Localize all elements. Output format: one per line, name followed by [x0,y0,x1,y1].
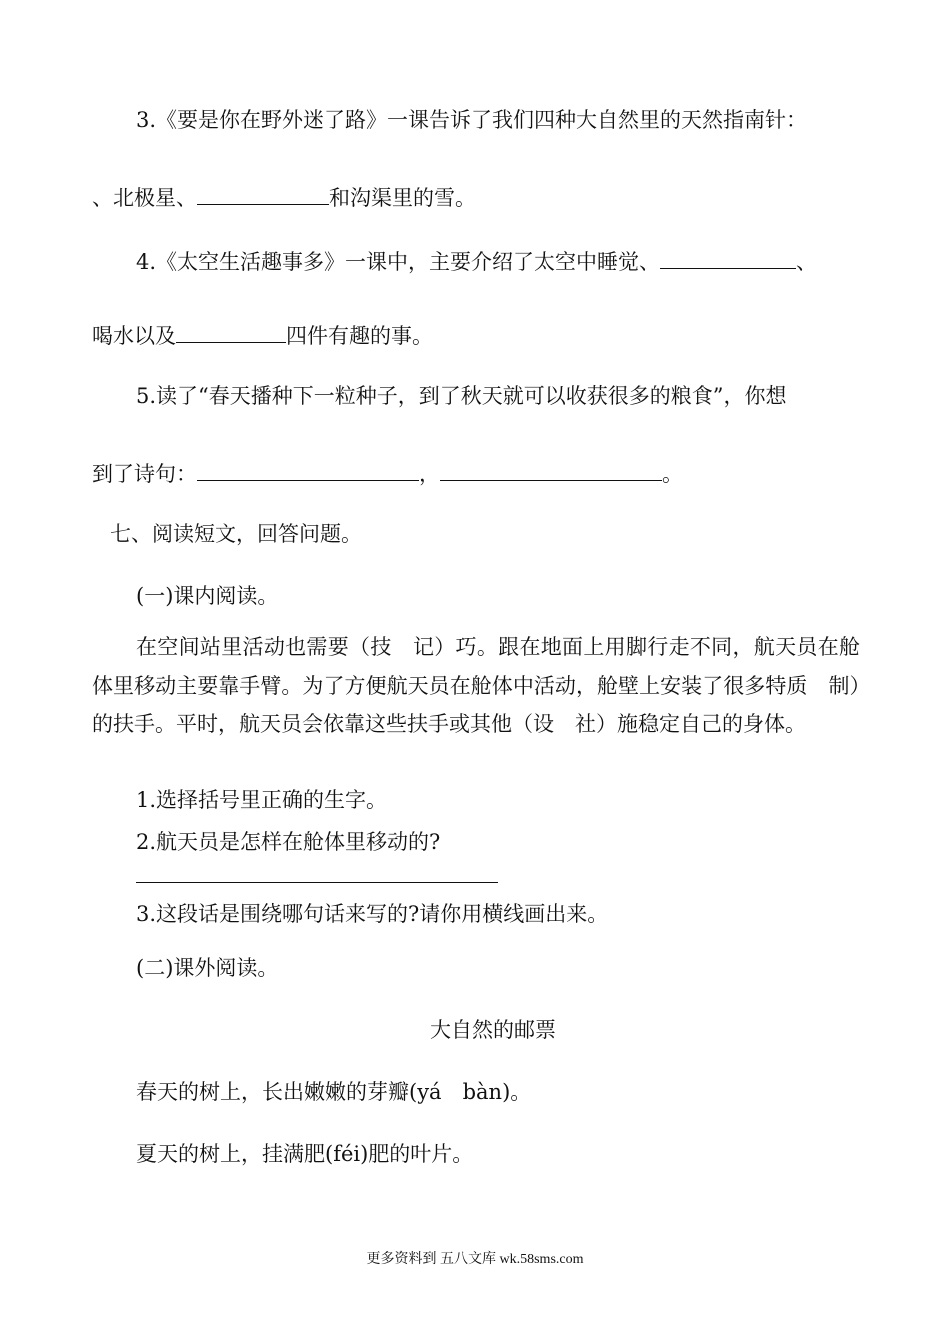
part2-line2-text: 夏天的树上，挂满肥(féi)肥的叶片。 [136,1142,474,1166]
q3-text: 3.《要是你在野外迷了路》一课告诉了我们四种大自然里的天然指南针： [136,108,808,132]
q3-line1 [136,110,807,131]
part2-line1 [136,1082,531,1103]
section7-heading [110,524,362,545]
q5-text: 5.读了“春天播种下一粒种子，到了秋天就可以收获很多的粮食”，你想 [136,384,787,408]
q3-blank[interactable] [197,186,329,205]
part1-label [136,586,278,607]
q4-text-c: 喝水以及 [92,324,176,348]
q3-line2 [92,186,476,209]
q5-text-c: 。 [662,462,683,486]
part1-q3 [136,904,608,925]
q5-line1 [136,386,787,407]
q4-text-a: 4.《太空生活趣事多》一课中，主要介绍了太空中睡觉、 [136,250,661,274]
part2-title [430,1020,556,1041]
q4-text-d: 四件有趣的事。 [286,324,433,348]
q5-blank-2[interactable] [440,462,662,481]
q5-blank-1[interactable] [197,462,419,481]
part2-label-text: (二)课外阅读。 [136,956,279,980]
q5-line2 [92,462,683,485]
q3-text-b: 和沟渠里的雪。 [329,186,476,210]
page-footer: 更多资料到 五八文库 wk.58sms.com [366,1252,584,1267]
part1-q2 [136,832,440,853]
section7-heading-text: 七、阅读短文，回答问题。 [110,522,362,546]
part1-label-text: (一)课内阅读。 [136,584,279,608]
q4-line1 [136,250,817,273]
part2-title-text: 大自然的邮票 [430,1018,556,1042]
part1-q1-text: 1.选择括号里正确的生字。 [136,788,388,812]
part1-passage: 在空间站里活动也需要（技 记）巧。跟在地面上用脚行走不同，航天员在舱体里移动主要靠手臂。为了方便航天员在舱体中活动，舱壁上安装了很多特质 制）的扶手。平时，航天员会依靠这些扶手或其他（设 社）施稳定自己的身体。 [92,635,860,736]
q5-text-a: 到了诗句： [92,462,197,486]
q3-text-a: 、北极星、 [92,186,197,210]
part1-q2-text: 2.航天员是怎样在舱体里移动的? [136,830,441,854]
q4-blank-2[interactable] [176,324,286,343]
part1-q1 [136,790,387,811]
part2-line1-text: 春天的树上，长出嫩嫩的芽瓣(yá bàn)。 [136,1080,532,1104]
part1-q2-answer-line[interactable] [136,882,498,883]
part2-label [136,958,278,979]
q4-blank-1[interactable] [660,250,796,269]
q4-line2 [92,324,433,347]
q4-text-b: 、 [796,250,818,274]
q5-text-b: ， [419,462,440,486]
part2-line2 [136,1144,473,1165]
part1-q3-text: 3.这段话是围绕哪句话来写的?请你用横线画出来。 [136,902,609,926]
